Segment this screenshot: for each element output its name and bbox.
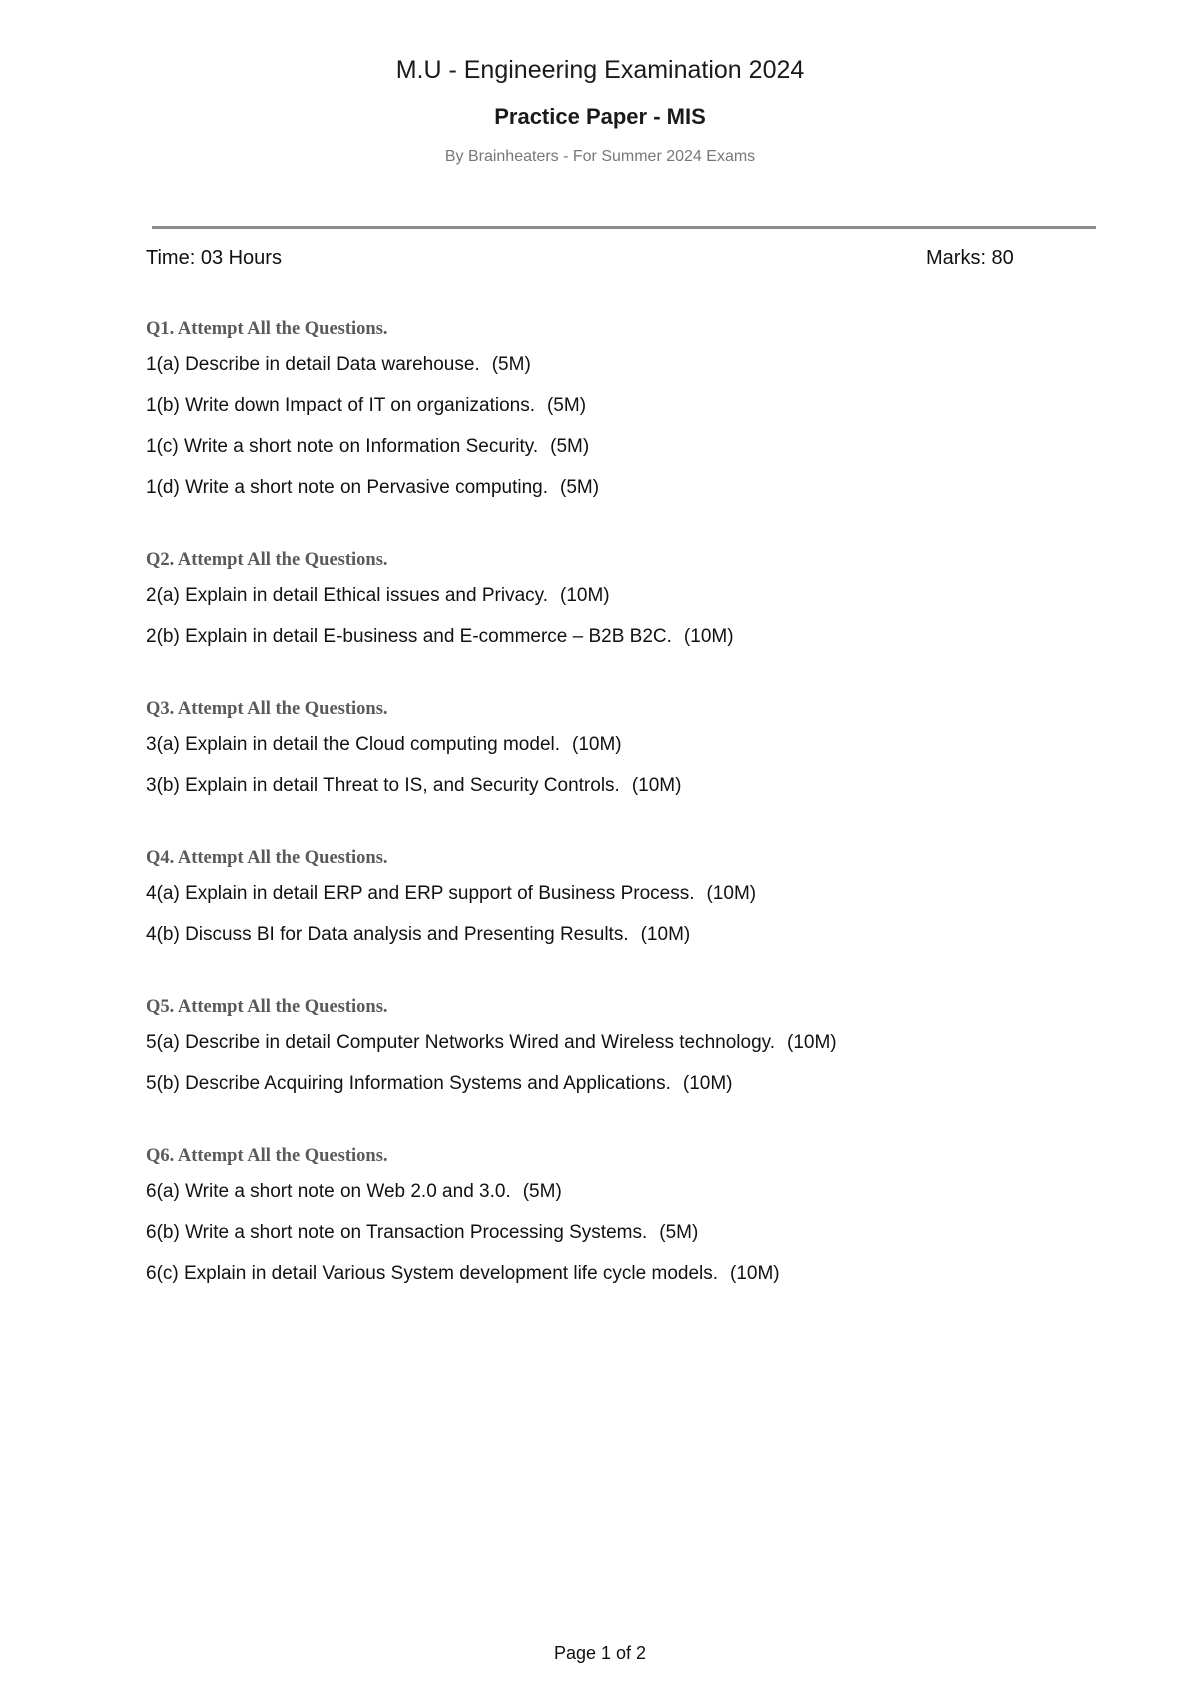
question-item: [146, 730, 1126, 771]
exam-total-marks: Marks: 80: [926, 247, 1014, 269]
question-text: 1(b) Write down Impact of IT on organizations.: [146, 395, 535, 416]
question-item: [146, 1069, 1126, 1110]
question-marks: (10M): [787, 1032, 837, 1053]
question-marks: (5M): [659, 1222, 699, 1243]
section-heading: Q4. Attempt All the Questions.: [146, 848, 388, 868]
page-number: Page 1 of 2: [553, 1643, 647, 1663]
question-text: 6(a) Write a short note on Web 2.0 and 3.0.: [146, 1181, 511, 1202]
question-item: [146, 350, 1126, 391]
paper-subtitle: Practice Paper - MIS: [494, 104, 706, 129]
question-item: [146, 391, 1126, 432]
question-marks: (5M): [550, 436, 590, 457]
question-item: [146, 1259, 1126, 1300]
header-divider: [152, 226, 1096, 229]
question-marks: (5M): [546, 395, 587, 416]
question-text: 3(a) Explain in detail the Cloud computing model.: [146, 734, 561, 755]
question-marks: (10M): [706, 883, 757, 904]
section-heading: Q2. Attempt All the Questions.: [146, 550, 388, 570]
exam-duration: Time: 03 Hours: [146, 247, 282, 269]
question-marks: (10M): [631, 775, 682, 796]
question-text: 6(c) Explain in detail Various System development life cycle models.: [146, 1263, 719, 1284]
question-text: 1(a) Describe in detail Data warehouse.: [146, 354, 480, 375]
question-marks: (5M): [491, 354, 531, 375]
question-text: 2(b) Explain in detail E-business and E-commerce – B2B B2C.: [146, 626, 672, 647]
question-marks: (10M): [572, 734, 622, 755]
question-text: 5(b) Describe Acquiring Information Systems and Applications.: [146, 1073, 671, 1094]
question-text: 3(b) Explain in detail Threat to IS, and Security Controls.: [146, 775, 620, 796]
question-item: [146, 581, 1126, 622]
question-text: 2(a) Explain in detail Ethical issues and Privacy.: [146, 585, 549, 606]
question-marks: (5M): [522, 1181, 562, 1202]
question-marks: (10M): [683, 626, 734, 647]
question-section: [146, 547, 1126, 663]
question-section: [146, 994, 1126, 1110]
question-text: 6(b) Write a short note on Transaction Processing Systems.: [146, 1222, 648, 1243]
question-marks: (10M): [640, 924, 691, 945]
section-heading: Q6. Attempt All the Questions.: [146, 1146, 388, 1166]
question-list: [146, 316, 1126, 1333]
question-item: [146, 1177, 1126, 1218]
question-item: [146, 1218, 1126, 1259]
question-text: 1(c) Write a short note on Information Security.: [146, 436, 539, 457]
question-text: 4(a) Explain in detail ERP and ERP support of Business Process.: [146, 883, 695, 904]
section-heading: Q3. Attempt All the Questions.: [146, 699, 388, 719]
question-text: 1(d) Write a short note on Pervasive computing.: [146, 477, 549, 498]
question-item: [146, 771, 1126, 812]
question-text: 4(b) Discuss BI for Data analysis and Presenting Results.: [146, 924, 629, 945]
question-section: [146, 845, 1126, 961]
section-heading: Q1. Attempt All the Questions.: [146, 319, 388, 339]
question-section: [146, 316, 1126, 514]
question-section: [146, 696, 1126, 812]
question-text: 5(a) Describe in detail Computer Networks Wired and Wireless technology.: [146, 1032, 776, 1053]
section-heading: Q5. Attempt All the Questions.: [146, 997, 388, 1017]
question-marks: (10M): [560, 585, 610, 606]
question-item: [146, 473, 1126, 514]
question-item: [146, 622, 1126, 663]
question-marks: (10M): [682, 1073, 733, 1094]
exam-title: M.U - Engineering Examination 2024: [395, 56, 805, 84]
paper-byline: By Brainheaters - For Summer 2024 Exams: [444, 148, 756, 165]
question-item: [146, 1028, 1126, 1069]
question-marks: (5M): [560, 477, 600, 498]
question-section: [146, 1143, 1126, 1300]
question-marks: (10M): [730, 1263, 780, 1284]
question-item: [146, 879, 1126, 920]
question-item: [146, 920, 1126, 961]
question-item: [146, 432, 1126, 473]
